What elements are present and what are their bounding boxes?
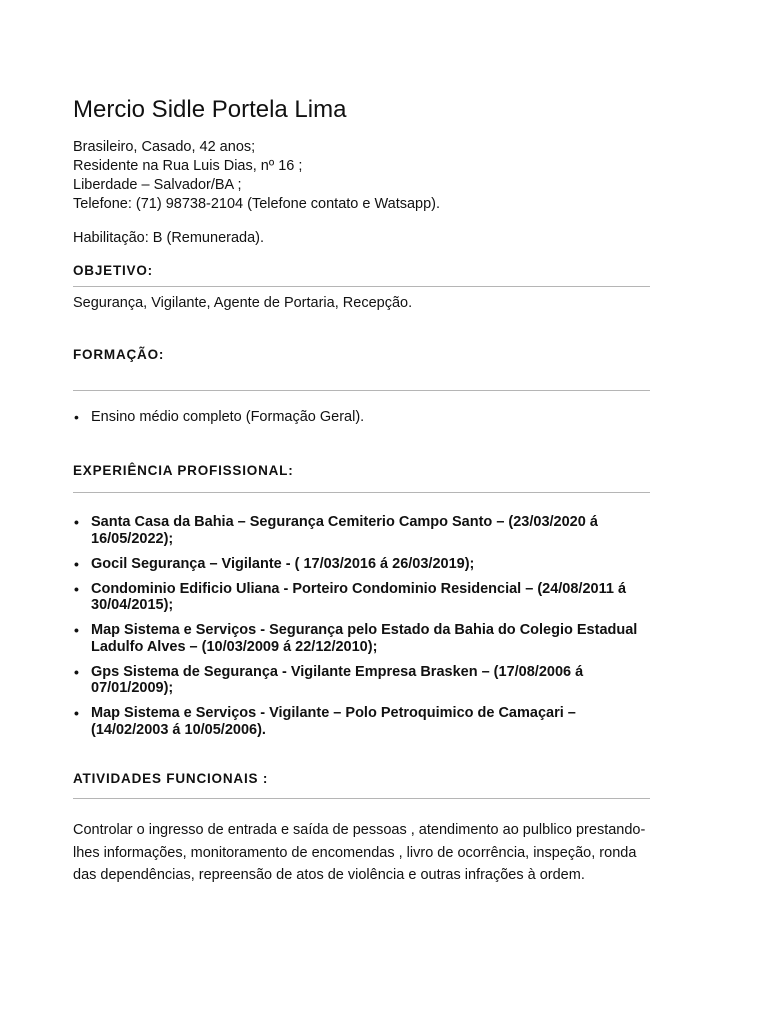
personal-info — [73, 138, 440, 214]
experiencia-list — [73, 514, 693, 747]
list-item — [73, 409, 693, 426]
experience-line: 16/05/2022); — [91, 530, 174, 547]
formacao-heading: FORMAÇÃO: — [73, 347, 165, 362]
paragraph-line: lhes informações, monitoramento de encomendas , livro de ocorrência, inspeção, ronda — [73, 844, 637, 861]
atividades-paragraph — [73, 819, 693, 887]
bullet-icon: • — [74, 555, 79, 572]
bullet-icon: • — [74, 663, 79, 680]
experience-line: (14/02/2003 á 10/05/2006). — [91, 721, 266, 738]
objetivo-heading: OBJETIVO: — [73, 263, 153, 278]
list-item — [73, 705, 693, 738]
list-item — [73, 581, 693, 614]
experience-line: 07/01/2009); — [91, 680, 174, 696]
experiencia-heading: EXPERIÊNCIA PROFISSIONAL: — [73, 463, 294, 478]
list-item — [73, 556, 693, 573]
list-item — [73, 664, 693, 697]
bullet-icon: • — [74, 705, 79, 721]
formacao-item-text: Ensino médio completo (Formação Geral). — [91, 409, 365, 425]
experience-line: Map Sistema e Serviços - Vigilante – Polo Petroquimico de Camaçari – — [91, 705, 576, 721]
candidate-name: Mercio Sidle Portela Lima — [73, 96, 347, 123]
objetivo-divider — [73, 286, 650, 287]
experience-line: Map Sistema e Serviços - Segurança pelo Estado da Bahia do Colegio Estadual — [91, 622, 638, 638]
formacao-divider — [73, 390, 650, 391]
experience-line: Gps Sistema de Segurança - Vigilante Empresa Brasken – (17/08/2006 á — [91, 663, 584, 680]
experience-line: Gocil Segurança – Vigilante - ( 17/03/2016 á 26/03/2019); — [91, 555, 475, 572]
list-item — [73, 514, 693, 547]
info-line-nationality: Brasileiro, Casado, 42 anos; — [73, 139, 256, 155]
experience-line: Santa Casa da Bahia – Segurança Cemiterio Campo Santo – (23/03/2020 á — [91, 514, 598, 530]
paragraph-line: das dependências, repreensão de atos de violência e outras infrações à ordem. — [73, 867, 585, 883]
bullet-icon: • — [74, 622, 79, 638]
atividades-heading: ATIVIDADES FUNCIONAIS : — [73, 771, 269, 786]
driver-license: Habilitação: B (Remunerada). — [73, 230, 265, 246]
bullet-icon: • — [74, 514, 79, 530]
info-line-phone: Telefone: (71) 98738-2104 (Telefone contato e Watsapp). — [73, 196, 441, 212]
list-item — [73, 622, 693, 655]
info-line-neighborhood: Liberdade – Salvador/BA ; — [73, 177, 242, 193]
bullet-icon: • — [74, 409, 79, 425]
formacao-list — [73, 409, 693, 426]
experience-line: Condominio Edificio Uliana - Porteiro Condominio Residencial – (24/08/2011 á — [91, 580, 627, 597]
objetivo-text: Segurança, Vigilante, Agente de Portaria, Recepção. — [73, 295, 413, 311]
info-line-address: Residente na Rua Luis Dias, nº 16 ; — [73, 158, 303, 174]
atividades-divider — [73, 798, 650, 799]
paragraph-line: Controlar o ingresso de entrada e saída de pessoas , atendimento ao pulblico prestando- — [73, 822, 646, 838]
bullet-icon: • — [74, 580, 79, 597]
experience-line: Ladulfo Alves – (10/03/2009 á 22/12/2010); — [91, 638, 378, 655]
experience-line: 30/04/2015); — [91, 597, 174, 613]
experiencia-divider — [73, 492, 650, 493]
